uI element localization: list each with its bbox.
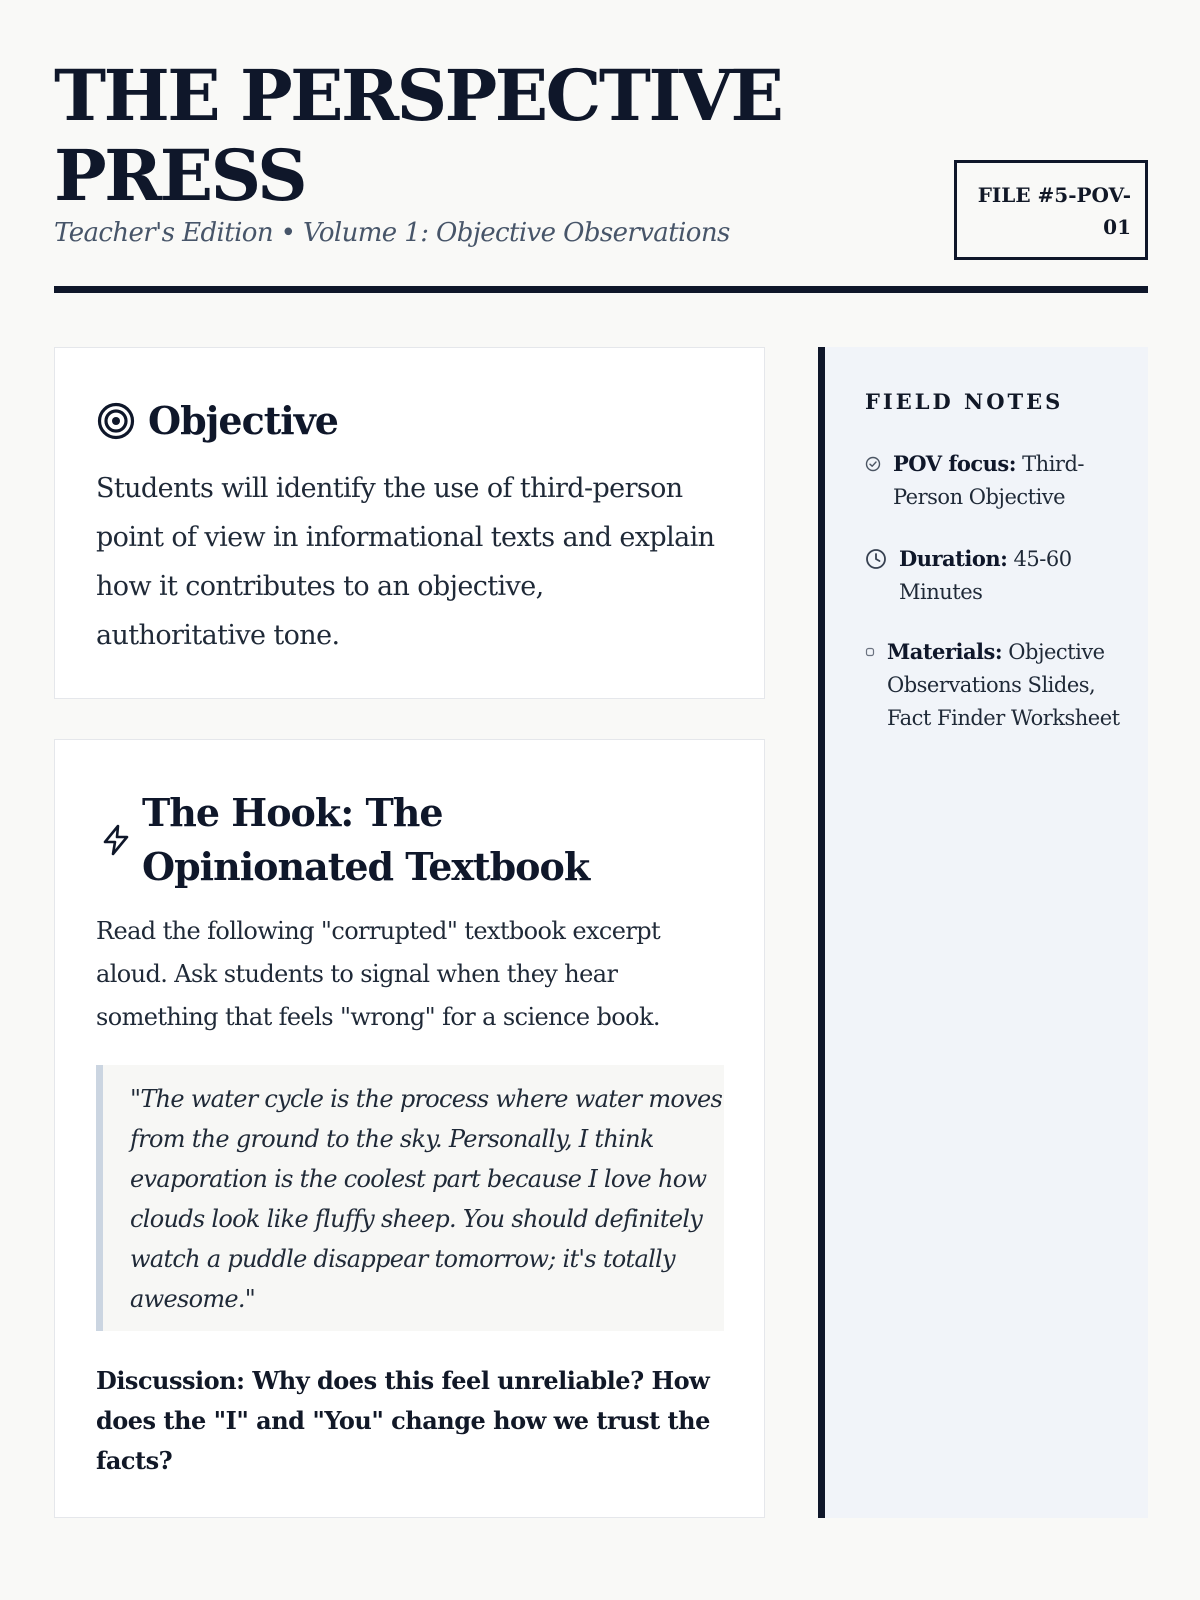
file-id-box: FILE #5-POV-01 <box>954 160 1148 260</box>
target-icon <box>96 401 136 441</box>
hook-header <box>96 786 682 894</box>
masthead-divider <box>54 286 1148 293</box>
field-notes-title: FIELD NOTES <box>865 389 1064 414</box>
field-note-label: Materials: <box>887 639 1003 664</box>
masthead <box>54 0 1148 294</box>
objective-header <box>96 394 338 448</box>
field-note-item <box>865 447 1125 514</box>
discussion-prompt: Discussion: Why does this feel unreliable? How does the "I" and "You" change how we trust the facts? <box>96 1366 710 1475</box>
objective-card <box>54 347 765 699</box>
publication-title: THE PERSPECTIVE PRESS <box>54 54 782 217</box>
lightning-icon <box>96 820 136 860</box>
textbook-excerpt-quote: "The water cycle is the process where water moves from the ground to the sky. Personally, I think evaporation is the coolest part because I love how clouds look like fluffy sheep. You should definitely watch a puddle disappear tomorrow; it's totally awesome." <box>96 1065 724 1331</box>
field-note-value: Objective Observations Slides, Fact Finder Worksheet <box>887 640 1120 730</box>
hook-card <box>54 739 765 1518</box>
field-note-value: Third-Person Objective <box>893 452 1085 509</box>
field-note-item <box>865 635 1125 735</box>
field-note-item <box>865 542 1125 609</box>
field-note-value: 45-60 Minutes <box>899 547 1072 604</box>
hook-heading: The Hook: The Opinionated Textbook <box>142 790 590 889</box>
objective-text: Students will identify the use of third-person point of view in informational texts and explain how it contributes to an objective, authoritative tone. <box>96 473 715 651</box>
objective-heading: Objective <box>148 398 338 443</box>
field-notes-sidebar <box>818 347 1148 1518</box>
field-note-label: Duration: <box>899 546 1008 571</box>
clock-icon <box>865 548 887 570</box>
hook-intro: Read the following "corrupted" textbook excerpt aloud. Ask students to signal when they hear something that feels "wrong" for a science book. <box>96 917 661 1031</box>
field-note-label: POV focus: <box>893 451 1016 476</box>
check-circle-icon <box>865 456 881 472</box>
edition-subtitle: Teacher's Edition • Volume 1: Objective Observations <box>54 218 730 248</box>
page <box>54 0 1148 1475</box>
bullet-icon <box>865 647 875 657</box>
